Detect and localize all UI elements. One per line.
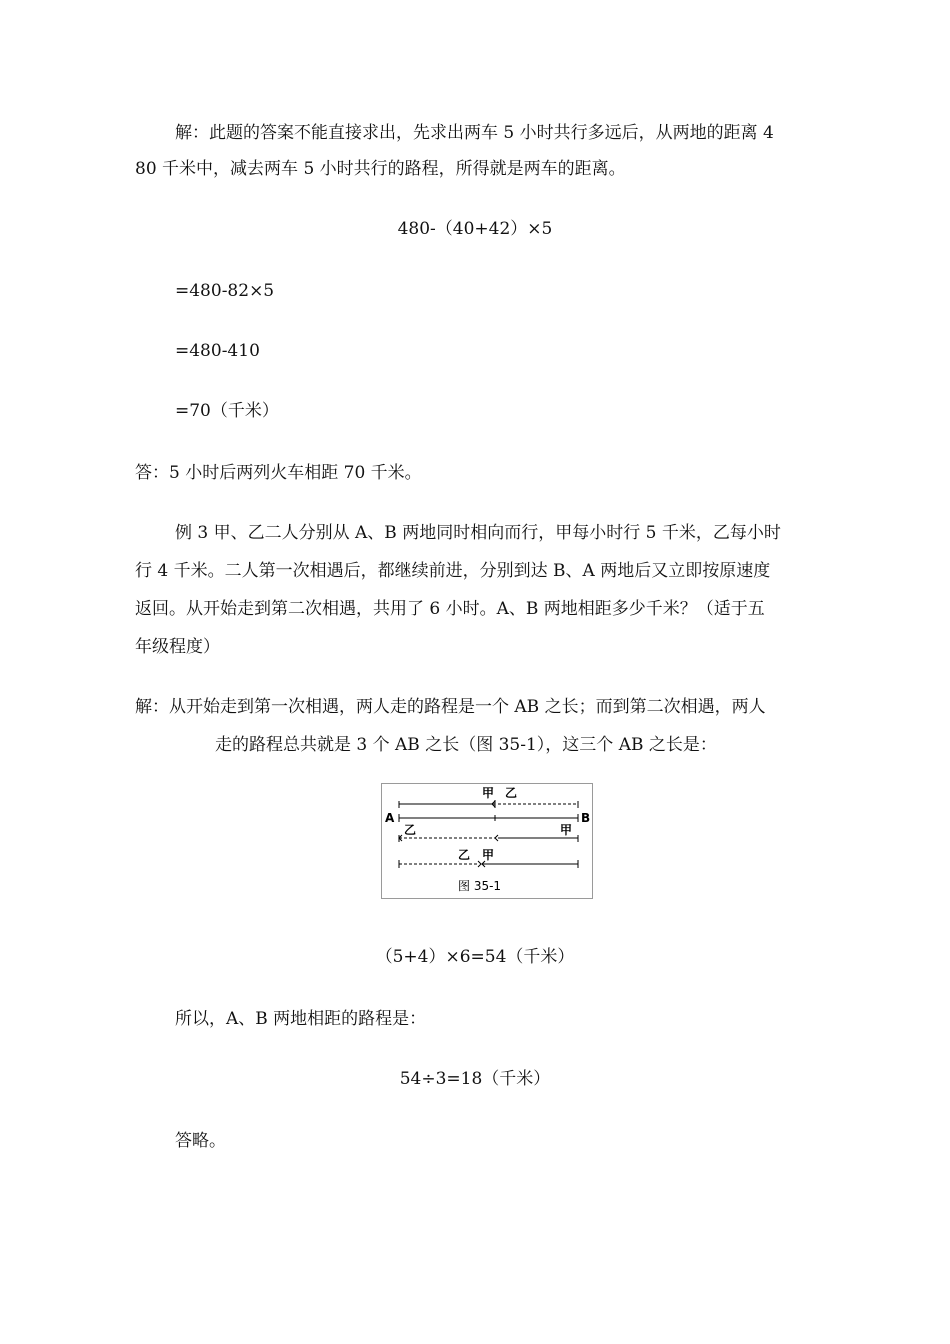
label-row4-jia: 甲 (482, 848, 495, 862)
label-row1-jia: 甲 (482, 786, 495, 800)
label-row4-yi: 乙 (458, 848, 471, 862)
label-point-a: A (385, 811, 395, 825)
example3-line3: 返回。从开始走到第二次相遇，共用了 6 小时。A、B 两地相距多少千米？（适于五 (135, 599, 765, 619)
example3-line2: 行 4 千米。二人第一次相遇后，都继续前进，分别到达 B、A 两地后又立即按原速度 (135, 561, 771, 581)
answer-3: 答略。 (175, 1131, 226, 1151)
label-row3-yi: 乙 (404, 823, 417, 837)
label-point-b: B (581, 811, 591, 825)
solution1-line1: 解：此题的答案不能直接求出，先求出两车 5 小时共行多远后，从两地的距离 4 (175, 123, 774, 143)
label-row3-jia: 甲 (560, 823, 573, 837)
figure-35-1 (381, 783, 593, 899)
answer-1: 答：5 小时后两列火车相距 70 千米。 (135, 463, 422, 483)
step-2: =480-410 (175, 341, 260, 361)
step-1: =480-82×5 (175, 281, 275, 301)
figure-caption: 图 35-1 (458, 879, 502, 893)
solution3-line2: 走的路程总共就是 3 个 AB 之长（图 35-1），这三个 AB 之长是： (215, 735, 717, 755)
formula-1: 480-（40+42）×5 (397, 219, 553, 239)
label-row1-yi: 乙 (505, 786, 518, 800)
meeting-diagram (382, 784, 592, 898)
step-3: =70（千米） (175, 401, 279, 421)
example3-line1: 例 3 甲、乙二人分别从 A、B 两地同时相向而行，甲每小时行 5 千米，乙每小时 (175, 523, 781, 543)
solution1-line2: 80 千米中，减去两车 5 小时共行的路程，所得就是两车的距离。 (135, 159, 626, 179)
example3-line4: 年级程度） (135, 637, 220, 657)
formula-3: 54÷3=18（千米） (399, 1069, 551, 1089)
solution3-line1: 解：从开始走到第一次相遇，两人走的路程是一个 AB 之长；而到第二次相遇，两人 (135, 697, 766, 717)
formula-2: （5+4）×6=54（千米） (375, 947, 575, 967)
conclusion: 所以，A、B 两地相距的路程是： (175, 1009, 427, 1029)
